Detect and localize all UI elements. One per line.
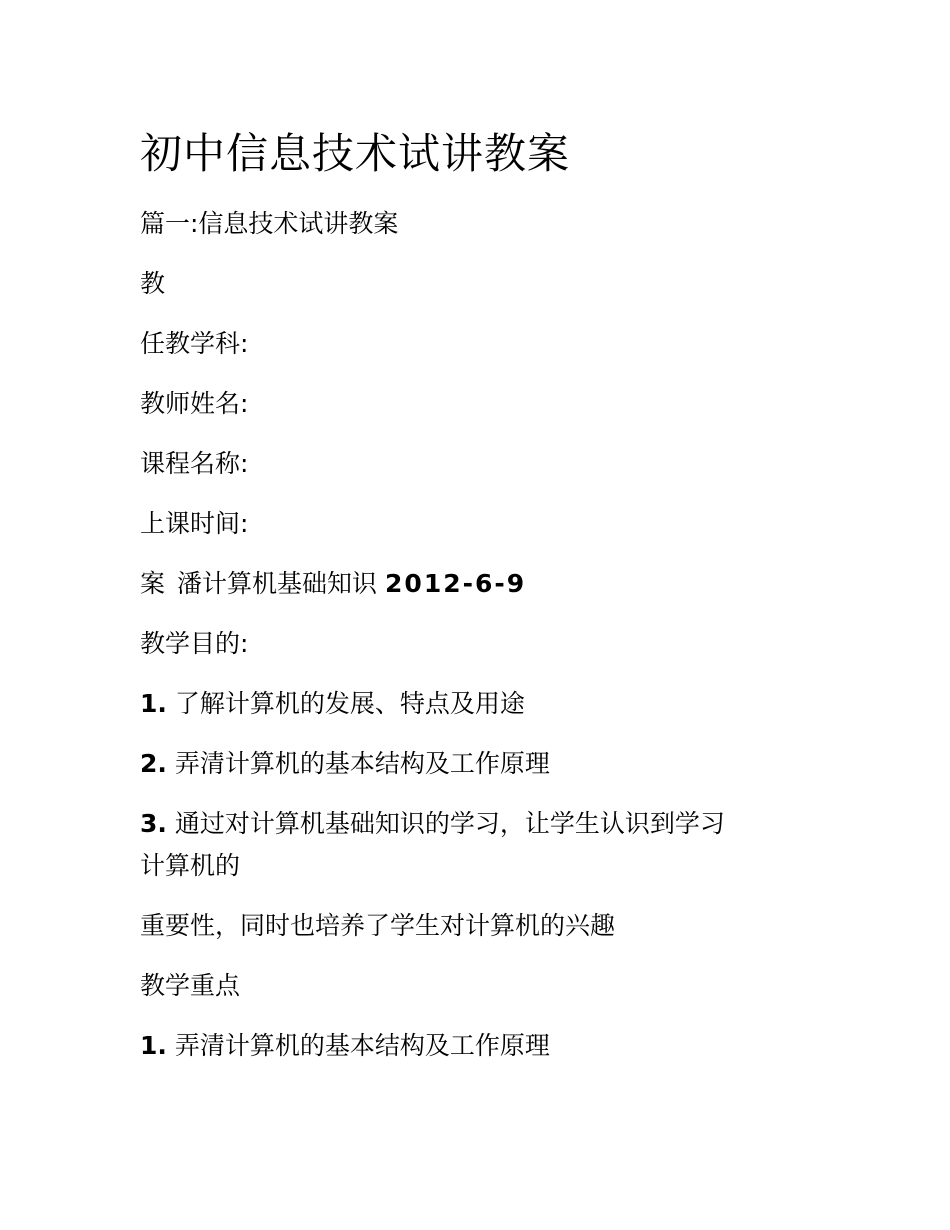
objective-text: 弄清计算机的基本结构及工作原理 bbox=[174, 749, 550, 778]
objective-item-3-continuation-2: 重要性，同时也培养了学生对计算机的兴趣 bbox=[140, 911, 616, 940]
objective-text: 通过对计算机基础知识的学习，让学生认识到学习 bbox=[174, 809, 725, 838]
focus-item-1 bbox=[140, 1026, 550, 1066]
objective-item-3 bbox=[140, 804, 725, 844]
focus-number: 1. bbox=[140, 1031, 167, 1060]
objective-item-1 bbox=[140, 684, 525, 724]
document-subtitle: 篇一:信息技术试讲教案 bbox=[140, 209, 399, 238]
info-line-date: 2012-6-9 bbox=[385, 569, 527, 598]
field-course-name: 课程名称: bbox=[140, 449, 249, 478]
field-class-time: 上课时间: bbox=[140, 509, 249, 538]
objective-number: 2. bbox=[140, 749, 167, 778]
section-heading-focus: 教学重点 bbox=[140, 971, 241, 1000]
objective-number: 1. bbox=[140, 689, 167, 718]
section-heading-objectives: 教学目的: bbox=[140, 629, 249, 658]
info-line bbox=[140, 564, 526, 604]
objective-text: 了解计算机的发展、特点及用途 bbox=[174, 689, 525, 718]
document-title: 初中信息技术试讲教案 bbox=[140, 129, 571, 178]
focus-text: 弄清计算机的基本结构及工作原理 bbox=[174, 1031, 550, 1060]
text-line-jiao: 教 bbox=[140, 269, 166, 298]
field-teacher-name: 教师姓名: bbox=[140, 389, 249, 418]
field-subject: 任教学科: bbox=[140, 329, 249, 358]
objective-item-3-continuation: 计算机的 bbox=[140, 851, 241, 880]
objective-number: 3. bbox=[140, 809, 167, 838]
objective-item-2 bbox=[140, 744, 550, 784]
info-line-course: 潘计算机基础知识 bbox=[177, 569, 378, 598]
info-line-an: 案 bbox=[140, 569, 166, 598]
